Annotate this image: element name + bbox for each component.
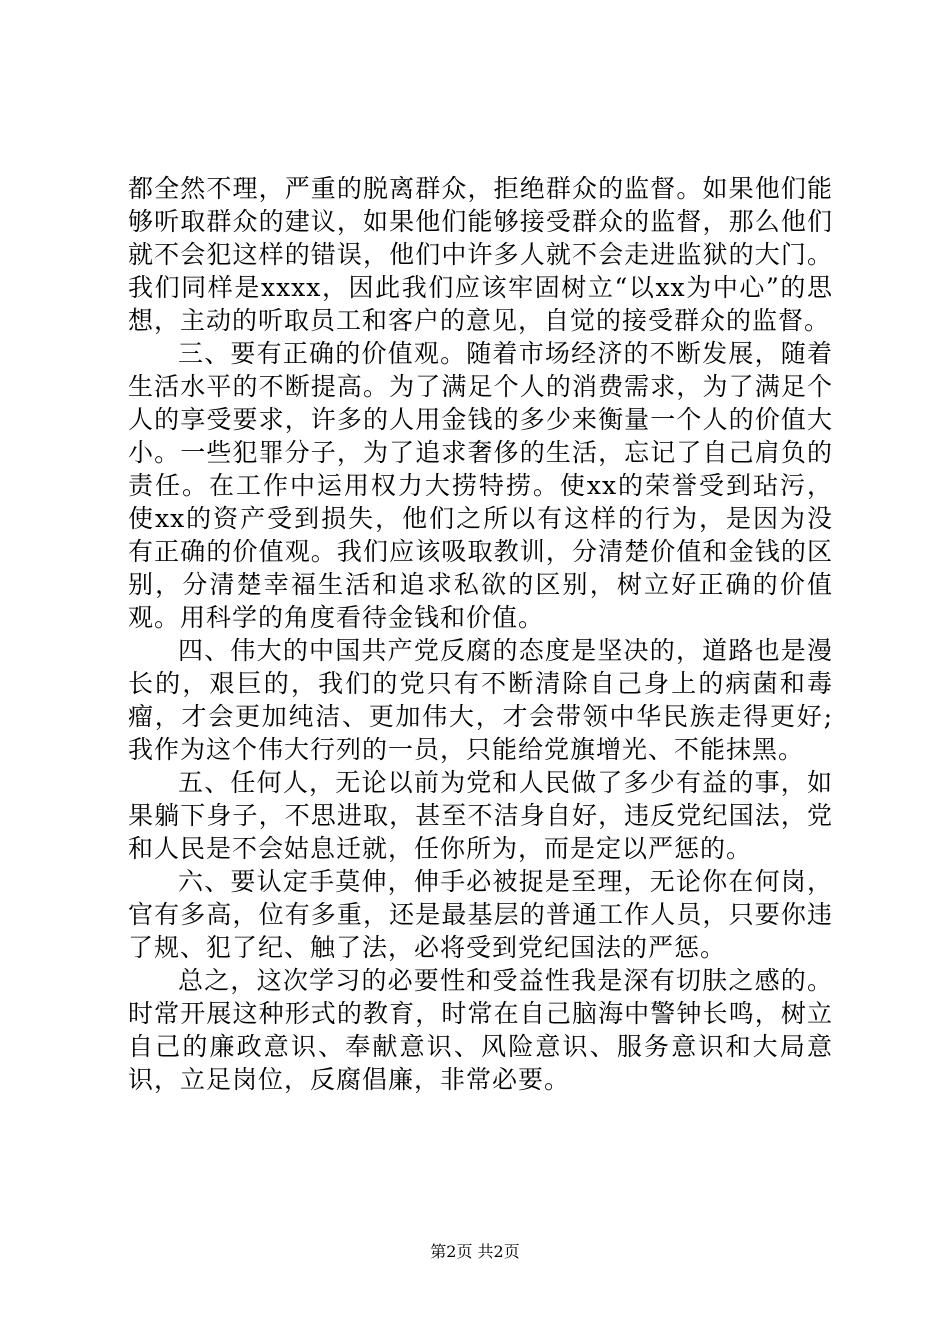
paragraph-party-anticorruption: 四、伟大的中国共产党反腐的态度是坚决的，道路也是漫长的，艰巨的，我们的党只有不断清除自己身上的病菌和毒瘤，才会更加纯洁、更加伟大，才会带领中华民族走得更好;我作为这个伟大行列的一员，只能给党旗增光、不能抹黑。 (128, 636, 833, 764)
page-footer: 第2页 共2页 (430, 1242, 520, 1261)
paragraph-continuation: 都全然不理，严重的脱离群众，拒绝群众的监督。如果他们能够听取群众的建议，如果他们能够接受群众的监督，那么他们就不会犯这样的错误，他们中许多人就不会走进监狱的大门。我们同样是xxxx，因此我们应该牢固树立“以xx为中心”的思想，主动的听取员工和客户的意见，自觉的接受群众的监督。 (128, 174, 833, 335)
paragraph-warning: 六、要认定手莫伸，伸手必被捉是至理，无论你在何岗，官有多高，位有多重，还是最基层的普通工作人员，只要你违了规、犯了纪、触了法，必将受到党纪国法的严惩。 (128, 867, 833, 962)
document-body (128, 172, 833, 1096)
paragraph-discipline: 五、任何人，无论以前为党和人民做了多少有益的事，如果躺下身子，不思进取，甚至不洁身自好，违反党纪国法，党和人民是不会姑息迁就，任你所为，而是定以严惩的。 (128, 768, 833, 863)
paragraph-conclusion: 总之，这次学习的必要性和受益性我是深有切肤之感的。时常开展这种形式的教育，时常在自己脑海中警钟长鸣，树立自己的廉政意识、奉献意识、风险意识、服务意识和大局意识，立足岗位，反腐倡廉，非常必要。 (128, 966, 833, 1094)
paragraph-values: 三、要有正确的价值观。随着市场经济的不断发展，随着生活水平的不断提高。为了满足个人的消费需求，为了满足个人的享受要求，许多的人用金钱的多少来衡量一个人的价值大小。一些犯罪分子，为了追求奢侈的生活，忘记了自己肩负的责任。在工作中运用权力大捞特捞。使xx的荣誉受到玷污，使xx的资产受到损失，他们之所以有这样的行为，是因为没有正确的价值观。我们应该吸取教训，分清楚价值和金钱的区别，分清楚幸福生活和追求私欲的区别，树立好正确的价值观。用科学的角度看待金钱和价值。 (128, 339, 833, 632)
